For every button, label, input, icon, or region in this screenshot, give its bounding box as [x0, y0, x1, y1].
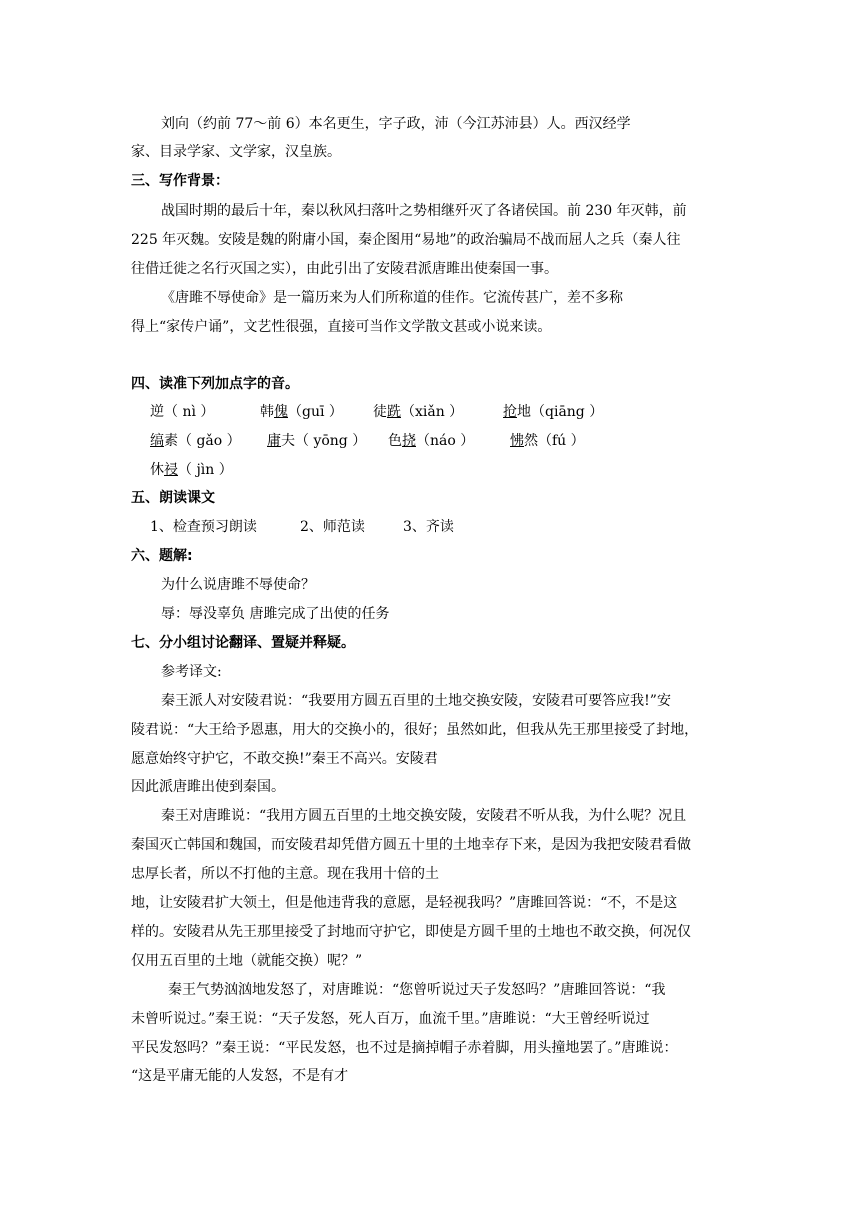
- pron-word: 徒: [373, 404, 387, 420]
- translation-p2-line-5: 样的。安陵君从先王那里接受了封地而守护它，即使是方圆千里的土地也不敢交换，何况仅: [131, 924, 691, 940]
- background-p2-line-2: 得上“家传户诵”，文艺性很强，直接可当作文学散文甚或小说来读。: [131, 319, 552, 335]
- pron-item-8: [510, 431, 585, 451]
- pron-word: 休: [150, 462, 164, 478]
- translation-p3-line-4: “这是平庸无能的人发怒，不是有才: [131, 1068, 349, 1084]
- pron-item-1: [150, 402, 214, 422]
- pron-char: 庸: [267, 433, 281, 449]
- pron-pinyin: （ jìn ）: [178, 462, 233, 478]
- reading-item-3: 3、齐读: [403, 519, 454, 535]
- background-p1-line-1: 战国时期的最后十年，秦以秋风扫落叶之势相继歼灭了各诸侯国。前 230 年灭韩，前: [161, 203, 687, 219]
- translation-p2-line-2: 秦国灭亡韩国和魏国，而安陵君却凭借方圆五十里的土地幸存下来，是因为我把安陵君看做: [131, 837, 691, 853]
- pron-char: 怫: [510, 433, 524, 449]
- reading-item-2: 2、师范读: [300, 519, 365, 535]
- pron-item-7: [388, 431, 474, 451]
- reference-translation-label: 参考译文:: [161, 664, 222, 680]
- heading-pronunciation: 四、读准下列加点字的音。: [131, 376, 299, 392]
- title-answer: 辱：辱没辜负 唐雎完成了出使的任务: [161, 606, 390, 622]
- pron-item-3: [373, 402, 463, 422]
- translation-p1-line-4: 因此派唐雎出使到秦国。: [131, 779, 285, 795]
- heading-writing-background: 三、写作背景：: [131, 173, 229, 189]
- pron-word: 夫: [281, 433, 295, 449]
- pron-pinyin: （fú ）: [538, 433, 585, 449]
- pron-pinyin: （ yōng ）: [295, 433, 367, 449]
- pron-char: 抢: [503, 404, 517, 420]
- background-p2-line-1: 《唐雎不辱使命》是一篇历来为人们所称道的佳作。它流传甚广，差不多称: [161, 290, 623, 306]
- pron-item-2: [260, 402, 343, 422]
- translation-p3-line-1: 秦王气势汹汹地发怒了，对唐雎说：“您曾听说过天子发怒吗？”唐雎回答说：“我: [168, 982, 666, 998]
- background-p1-line-3: 往借迁徙之名行灭国之实），由此引出了安陵君派唐雎出使秦国一事。: [131, 261, 558, 277]
- pron-word: 逆: [150, 404, 164, 420]
- pron-char: 挠: [402, 433, 416, 449]
- pron-word: 素: [164, 433, 178, 449]
- heading-title-explanation: 六、题解:: [131, 548, 193, 564]
- translation-p2-line-1: 秦王对唐雎说：“我用方圆五百里的土地交换安陵，安陵君不听从我，为什么呢？况且: [161, 808, 687, 824]
- intro-line-1: 刘向（约前 77～前 6）本名更生，字子政，沛（今江苏沛县）人。西汉经学: [161, 116, 631, 132]
- pron-item-6: [267, 431, 366, 451]
- intro-line-2: 家、目录学家、文学家，汉皇族。: [131, 144, 341, 160]
- pron-item-5: [150, 431, 241, 451]
- background-p1-line-2: 225 年灭魏。安陵是魏的附庸小国，秦企图用“易地”的政治骗局不战而屈人之兵（秦人往: [131, 232, 681, 248]
- pron-pinyin: （guī ）: [288, 404, 343, 420]
- heading-reading-aloud: 五、朗读课文: [131, 490, 215, 506]
- translation-p1-line-2: 陵君说：“大王给予恩惠，用大的交换小的，很好；虽然如此，但我从先王那里接受了封地，: [131, 722, 699, 738]
- translation-p2-line-3: 忠厚长者，所以不打他的主意。现在我用十倍的土: [131, 866, 439, 882]
- translation-p1-line-3: 愿意始终守护它，不敢交换!”秦王不高兴。安陵君: [131, 751, 438, 767]
- pron-word: 色: [388, 433, 402, 449]
- pron-word: 地: [517, 404, 531, 420]
- translation-p3-line-3: 平民发怒吗？”秦王说：“平民发怒，也不过是摘掉帽子赤着脚，用头撞地罢了。”唐雎说：: [131, 1040, 678, 1056]
- reading-item-1: 1、检查预习朗读: [150, 519, 257, 535]
- pron-char: 缟: [150, 433, 164, 449]
- pron-word: 然: [524, 433, 538, 449]
- translation-p2-line-6: 仅用五百里的土地（就能交换）呢？”: [131, 953, 363, 969]
- pron-char: 祲: [164, 462, 178, 478]
- pron-char: 跣: [387, 404, 401, 420]
- translation-p2-line-4: 地，让安陵君扩大领土，但是他违背我的意愿，是轻视我吗？”唐雎回答说：“不，不是这: [131, 895, 678, 911]
- pron-pinyin: （xiǎn ）: [401, 404, 464, 420]
- translation-p3-line-2: 未曾听说过。”秦王说：“天子发怒，死人百万，血流千里。”唐雎说：“大王曾经听说过: [131, 1011, 650, 1027]
- translation-p1-line-1: 秦王派人对安陵君说：“我要用方圆五百里的土地交换安陵，安陵君可要答应我!”安: [161, 693, 671, 709]
- pron-pinyin: （qiāng ）: [531, 404, 604, 420]
- pron-item-9: [150, 460, 233, 480]
- pron-pinyin: （ gǎo ）: [178, 433, 241, 449]
- pron-pinyin: （ nì ）: [164, 404, 215, 420]
- pron-item-4: [503, 402, 603, 422]
- pron-char: 傀: [274, 404, 288, 420]
- pron-word: 韩: [260, 404, 274, 420]
- pron-pinyin: （náo ）: [416, 433, 475, 449]
- heading-discussion: 七、分小组讨论翻译、置疑并释疑。: [131, 635, 355, 651]
- title-question: 为什么说唐雎不辱使命？: [161, 577, 315, 593]
